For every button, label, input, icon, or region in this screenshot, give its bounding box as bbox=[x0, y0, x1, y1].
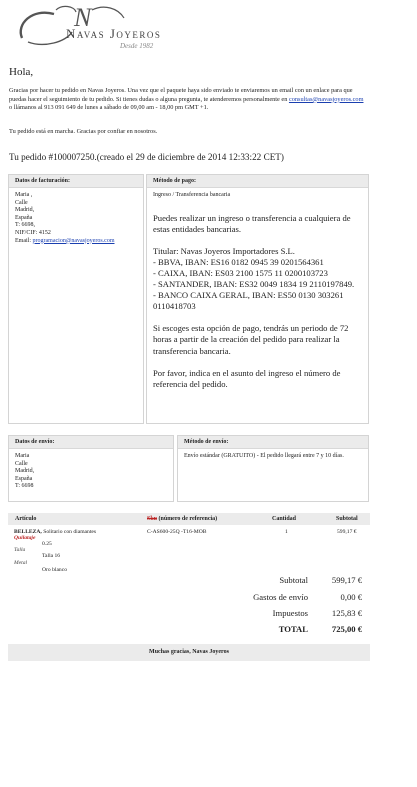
billing-line: NIF/CIF: 4152 bbox=[15, 229, 51, 236]
sku-rest: (número de referencia) bbox=[157, 516, 218, 522]
status-text: Tu pedido está en marcha. Gracias por confiar en nosotros. bbox=[9, 128, 158, 135]
email-label: Email: bbox=[15, 237, 33, 244]
billing-address bbox=[9, 188, 143, 249]
shipping-address bbox=[9, 449, 173, 495]
payment-text: - CAIXA, IBAN: ES03 2100 1575 11 0200103723 bbox=[153, 267, 328, 278]
intro-paragraph bbox=[9, 87, 367, 113]
total-label: TOTAL bbox=[278, 624, 308, 634]
greeting: Hola, bbox=[9, 66, 34, 78]
subtotal-value: 599,17 € bbox=[331, 575, 362, 585]
billing-email-link[interactable]: programacion@navasjoyeros.com bbox=[32, 237, 115, 244]
shipping-line: España bbox=[15, 475, 33, 482]
item-subtotal: 599,17 € bbox=[337, 529, 357, 535]
subtotal-label: Subtotal bbox=[279, 575, 308, 585]
shipping-method-heading: Método de envío: bbox=[178, 436, 368, 449]
intro-text: Gracias por hacer tu pedido en Navas Joyeros. Una vez que el paquete haya sido enviado te enviaremos un email con un enlace para que puedas hacer el seguimiento de tu pedido. Si tienes dudas o alguna pregunta, te atenderemos personalmente en bbox=[9, 87, 353, 103]
shipping-line: Maria bbox=[15, 453, 30, 459]
payment-text: Puedes realizar un ingreso o transferencia a cualquiera de estas entidades bancarias. bbox=[153, 212, 351, 234]
tax-label: Impuestos bbox=[272, 608, 308, 618]
item-sku: C-AS600-25Q -T16-MOB bbox=[147, 529, 207, 535]
brand-name: Navas Joyeros bbox=[66, 26, 162, 41]
shipping-line: Calle bbox=[15, 460, 28, 467]
item-qty: 1 bbox=[285, 529, 288, 535]
brand-tagline: Desde 1982 bbox=[120, 42, 154, 50]
billing-line: Calle bbox=[15, 199, 28, 206]
shipping-line: Madrid, bbox=[15, 468, 35, 475]
shipping-line: T: 6698 bbox=[15, 483, 34, 490]
billing-line: Madrid, bbox=[15, 207, 35, 214]
col-sku bbox=[147, 516, 217, 522]
shipping-method-text: Envío estándar (GRATUITO) - El pedido llegará entre 7 y 10 días. bbox=[184, 453, 344, 459]
item-name-bold: BELLEZA, bbox=[14, 529, 42, 535]
items-table-header bbox=[8, 513, 370, 525]
payment-heading: Método de pago: bbox=[147, 175, 368, 188]
payment-box bbox=[146, 174, 369, 424]
payment-text: - BANCO CAIXA GERAL, IBAN: ES50 0130 303261 0110418703 bbox=[153, 290, 344, 312]
option-value: 0.25 bbox=[42, 541, 52, 547]
billing-line: España bbox=[15, 214, 33, 221]
payment-method: Ingreso / Transferencia bancaria bbox=[153, 192, 231, 198]
option-label: Talla bbox=[14, 547, 26, 553]
col-item: Artículo bbox=[15, 516, 37, 522]
shipping-method-box bbox=[177, 435, 369, 502]
shipping-cost-label: Gastos de envío bbox=[253, 592, 308, 602]
col-qty: Cantidad bbox=[272, 516, 297, 522]
billing-line: Maria , bbox=[15, 192, 33, 198]
tax-value: 125,83 € bbox=[331, 608, 362, 618]
payment-text: Si escoges esta opción de pago, tendrás un periodo de 72 horas a partir de la creación del pedido para realizar la transferencia bancaria. bbox=[153, 323, 349, 356]
option-value: Talla 16 bbox=[42, 553, 61, 559]
option-value: Oro blanco bbox=[42, 567, 68, 573]
payment-text: - SANTANDER, IBAN: ES32 0049 1834 19 2110197849. bbox=[153, 279, 355, 290]
col-subtotal: Subtotal bbox=[336, 516, 358, 522]
billing-box bbox=[8, 174, 144, 424]
sku-strike: Sku bbox=[147, 516, 158, 522]
total-value: 725,00 € bbox=[331, 624, 362, 634]
payment-text: Por favor, indica en el asunto del ingreso el número de referencia del pedido. bbox=[153, 367, 341, 389]
brand-logo bbox=[14, 2, 164, 54]
intro-text-after: o llámanos al 913 091 649 de lunes a sábado de 09,00 am - 18,00 pm GMT +1. bbox=[9, 104, 209, 112]
item-name-rest: Solitario con diamantes bbox=[41, 529, 97, 535]
order-title: Tu pedido #100007250.(creado el 29 de diciembre de 2014 12:33:22 CET) bbox=[9, 152, 284, 162]
option-label: Quilataje bbox=[14, 535, 36, 541]
billing-line: T: 6698, bbox=[15, 222, 36, 229]
shipping-address-box bbox=[8, 435, 174, 502]
payment-text: Titular: Navas Joyeros Importadores S.L. bbox=[153, 245, 295, 256]
billing-heading: Datos de facturación: bbox=[9, 175, 143, 188]
billing-email-row bbox=[15, 238, 137, 246]
footer-thanks: Muchas gracias, Navas Joyeros bbox=[8, 644, 370, 661]
option-label: Metal bbox=[14, 560, 28, 566]
svg-text:N: N bbox=[74, 3, 92, 32]
payment-text: - BBVA, IBAN: ES16 0182 0945 39 0201564361 bbox=[153, 256, 324, 267]
payment-instructions bbox=[147, 213, 368, 390]
shipping-cost-value: 0,00 € bbox=[340, 592, 362, 602]
shipping-address-heading: Datos de envío: bbox=[9, 436, 173, 449]
contact-email-link[interactable]: consultas@navasjoyeros.com bbox=[288, 95, 364, 103]
